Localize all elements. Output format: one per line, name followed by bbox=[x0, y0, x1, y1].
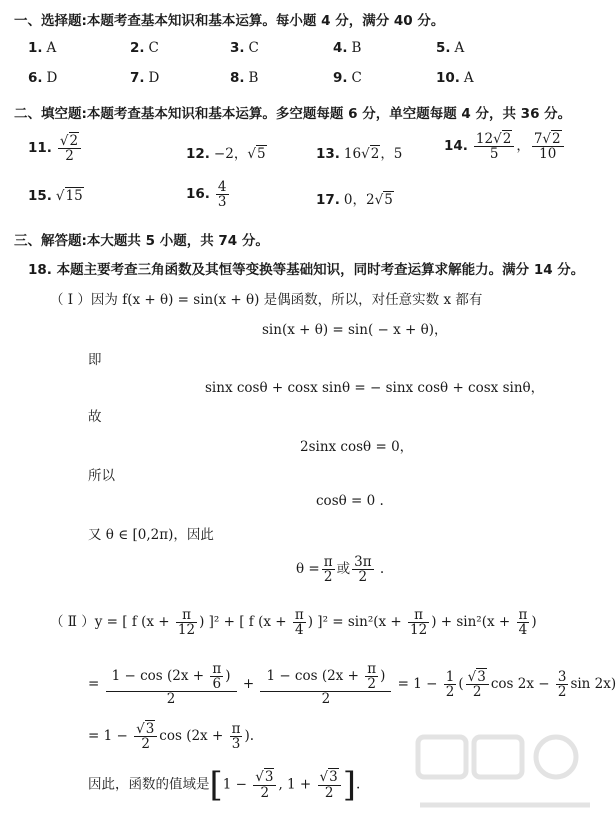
word-gu: 故 bbox=[88, 409, 102, 425]
choice-number: 4. bbox=[333, 40, 348, 56]
section-1-heading: 一、选择题:本题考查基本知识和基本运算。每小题 4 分，满分 40 分。 bbox=[14, 13, 445, 29]
fill-answer-14: 14. $\frac{12√2}{5}$ ， $\frac{7√2}{10}$ bbox=[444, 132, 566, 161]
choice-number: 6. bbox=[28, 70, 43, 86]
choice-number: 7. bbox=[130, 70, 145, 86]
choice-number: 3. bbox=[230, 40, 245, 56]
choice-letter: C bbox=[248, 40, 259, 56]
choice-letter: C bbox=[148, 40, 159, 56]
equation-4: cosθ = 0 . bbox=[316, 493, 384, 509]
choice-letter: B bbox=[248, 70, 259, 86]
fill-answer-12: 12. −2，√5 bbox=[186, 146, 266, 162]
choice-letter: D bbox=[148, 70, 160, 86]
range-conclusion: 因此，函数的值域是[1 − $\frac{√3}{2}$ , 1 + $\frac{√3}{2}$ ]. bbox=[88, 765, 361, 805]
word-ji: 即 bbox=[88, 352, 102, 368]
choice-number: 5. bbox=[436, 40, 451, 56]
choice-answer bbox=[333, 70, 362, 86]
choice-letter: A bbox=[46, 40, 57, 56]
choice-number: 2. bbox=[130, 40, 145, 56]
equation-5: θ = $\frac{\pi}{2}$ 或 $\frac{3\pi}{2}$ . bbox=[296, 554, 385, 586]
choice-answer bbox=[436, 70, 474, 86]
question-18-heading: 18. 本题主要考查三角函数及其恒等变换等基础知识，同时考查运算求解能力。满分 14 分。 bbox=[28, 262, 585, 278]
word-suoyi: 所以 bbox=[88, 468, 115, 484]
choice-answer bbox=[436, 40, 464, 56]
choice-answer bbox=[333, 40, 361, 56]
part-2-step-1: = 1 − cos (2x + $\frac{\pi}{6}$ ) 2 + 1 − cos (2x + $\frac{\pi}{2}$ ) 2 = 1 − $\frac{1}{2}$ ( $\frac{√3}{2}$ cos 2x − $\frac{3}{2}$ sin 2x) bbox=[88, 661, 616, 708]
choice-answer bbox=[28, 70, 57, 86]
choice-answer bbox=[230, 70, 258, 86]
choice-answer bbox=[28, 40, 56, 56]
choice-letter: C bbox=[351, 70, 362, 86]
choice-letter: B bbox=[351, 40, 362, 56]
watermark-logo bbox=[410, 731, 600, 817]
choice-number: 10. bbox=[436, 70, 460, 86]
part-2-step-2: = 1 − $\frac{√3}{2}$ cos (2x + $\frac{\pi}{3}$ ). bbox=[88, 721, 255, 753]
equation-1: sin(x + θ) = sin( − x + θ)， bbox=[262, 322, 448, 338]
section-2-heading: 二、填空题:本题考查基本知识和基本运算。多空题每题 6 分，单空题每题 4 分，共 36 分。 bbox=[14, 106, 572, 122]
choice-letter: D bbox=[46, 70, 58, 86]
fill-answer-17: 17. 0，2√5 bbox=[316, 192, 393, 208]
choice-number: 8. bbox=[230, 70, 245, 86]
choice-number: 9. bbox=[333, 70, 348, 86]
choice-number: 1. bbox=[28, 40, 43, 56]
interval-statement: 又 θ ∈ [0,2π)，因此 bbox=[88, 527, 214, 543]
fill-answer-13: 13. 16√2，5 bbox=[316, 146, 403, 162]
equation-2: sinx cosθ + cosx sinθ = − sinx cosθ + cosx sinθ， bbox=[205, 380, 545, 396]
choice-letter: A bbox=[463, 70, 474, 86]
choice-answer bbox=[230, 40, 259, 56]
choice-letter: A bbox=[454, 40, 465, 56]
fill-answer-11: 11. $\frac{√2}{2}$ bbox=[28, 134, 83, 163]
fill-answer-16: 16. $\frac{4}{3}$ bbox=[186, 179, 227, 211]
fill-answer-15: 15. √15 bbox=[28, 188, 83, 204]
equation-3: 2sinx cosθ = 0， bbox=[300, 439, 414, 455]
choice-answer bbox=[130, 70, 159, 86]
section-3-heading: 三、解答题:本大题共 5 小题，共 74 分。 bbox=[14, 233, 269, 249]
part-2-equation: （ Ⅱ ）y = [ f (x + $\frac{\pi}{12}$ ) ]² + [ f (x + $\frac{\pi}{4}$ ) ]² = sin²(x + $\frac{\pi}{12}$ ) + sin²(x + $\frac{\pi}{4}$ ) bbox=[50, 607, 537, 639]
part-1-intro: （ Ⅰ ）因为 f(x + θ) = sin(x + θ) 是偶函数，所以，对任意实数 x 都有 bbox=[50, 292, 483, 308]
choice-answer bbox=[130, 40, 159, 56]
